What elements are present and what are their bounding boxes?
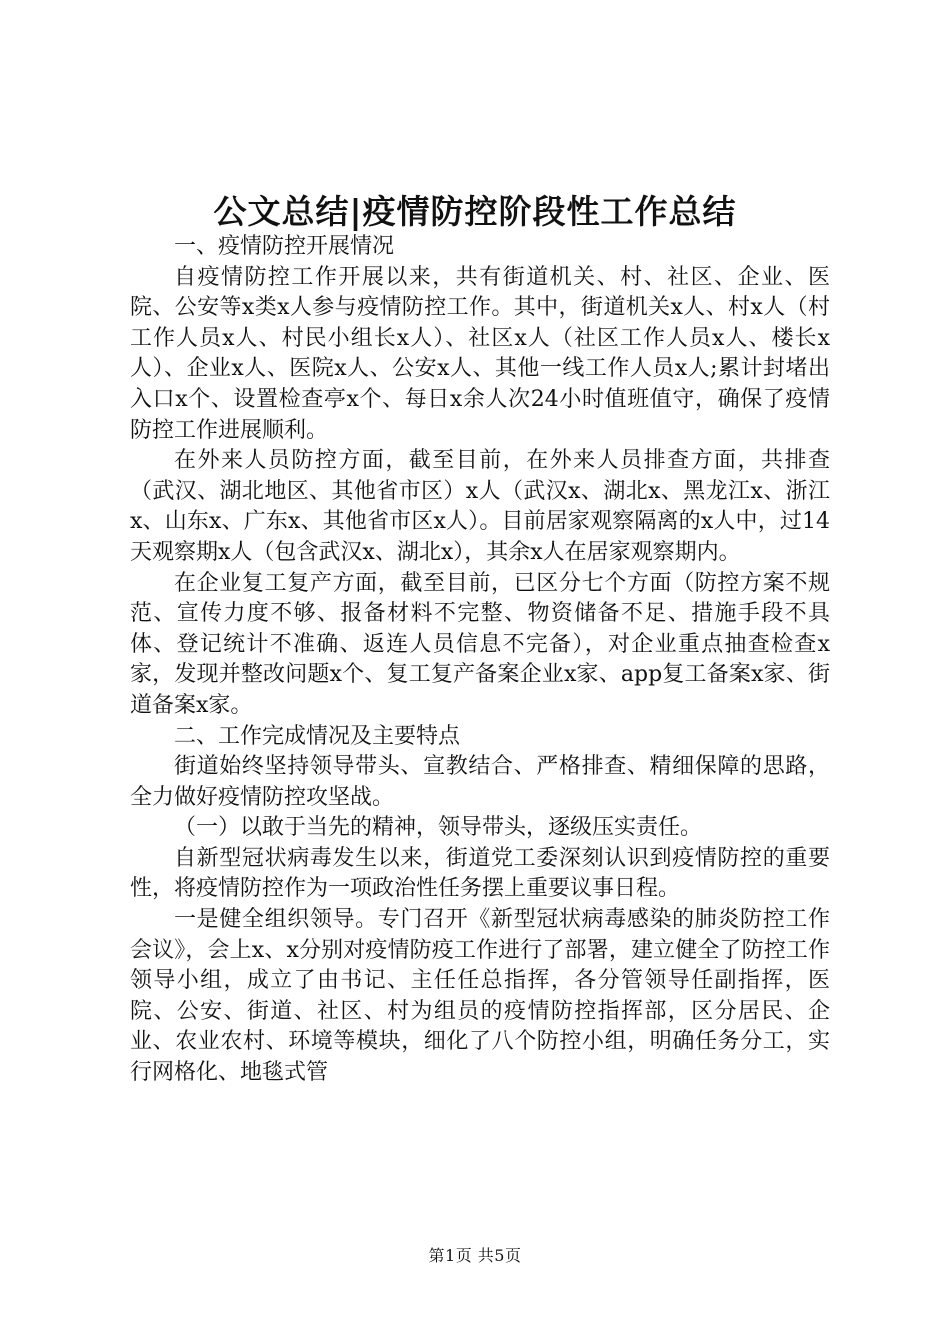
page-number: 第1页 共5页 xyxy=(428,1246,522,1265)
body-paragraph: 自新型冠状病毒发生以来，街道党工委深刻认识到疫情防控的重要性，将疫情防控作为一项政治性任务摆上重要议事日程。 xyxy=(130,845,830,902)
document-body xyxy=(130,232,830,1089)
section-heading-1: 一、疫情防控开展情况 xyxy=(174,234,395,259)
body-paragraph: 在外来人员防控方面，截至目前，在外来人员排查方面，共排查（武汉、湖北地区、其他省市区）x人（武汉x、湖北x、黑龙江x、浙江x、山东x、广东x、其他省市区x人）。目前居家观察隔离的x人中，过14天观察期x人（包含武汉x、湖北x），其余x人在居家观察期内。 xyxy=(130,448,830,565)
document-title: 公文总结|疫情防控阶段性工作总结 xyxy=(213,192,737,231)
section-heading-2: 二、工作完成情况及主要特点 xyxy=(174,723,461,749)
body-paragraph: 自疫情防控工作开展以来，共有街道机关、村、社区、企业、医院、公安等x类x人参与疫情防控工作。其中，街道机关x人、村x人（村工作人员x人、村民小组长x人）、社区x人（社区工作人员x人、楼长x人）、企业x人、医院x人、公安x人、其他一线工作人员x人;累计封堵出入口x个、设置检查亭x个、每日x余人次24小时值班值守，确保了疫情防控工作进展顺利。 xyxy=(130,264,830,443)
body-paragraph: 街道始终坚持领导带头、宣教结合、严格排查、精细保障的思路，全力做好疫情防控攻坚战。 xyxy=(130,754,830,810)
subsection-heading: （一）以敢于当先的精神，领导带头，逐级压实责任。 xyxy=(174,815,703,841)
body-paragraph: 在企业复工复产方面，截至目前，已区分七个方面（防控方案不规范、宣传力度不够、报备材料不完整、物资储备不足、措施手段不具体、登记统计不准确、返连人员信息不完备），对企业重点抽查检查x家，发现并整改问题x个、复工复产备案企业x家、app复工备案x家、街道备案x家。 xyxy=(130,570,830,718)
body-paragraph: 一是健全组织领导。专门召开《新型冠状病毒感染的肺炎防控工作会议》，会上x、x分别对疫情防疫工作进行了部署，建立健全了防控工作领导小组，成立了由书记、主任任总指挥，各分管领导任副指挥，医院、公安、街道、社区、村为组员的疫情防控指挥部，区分居民、企业、农业农村、环境等模块，细化了八个防控小组，明确任务分工，实行网格化、地毯式管 xyxy=(130,907,830,1086)
